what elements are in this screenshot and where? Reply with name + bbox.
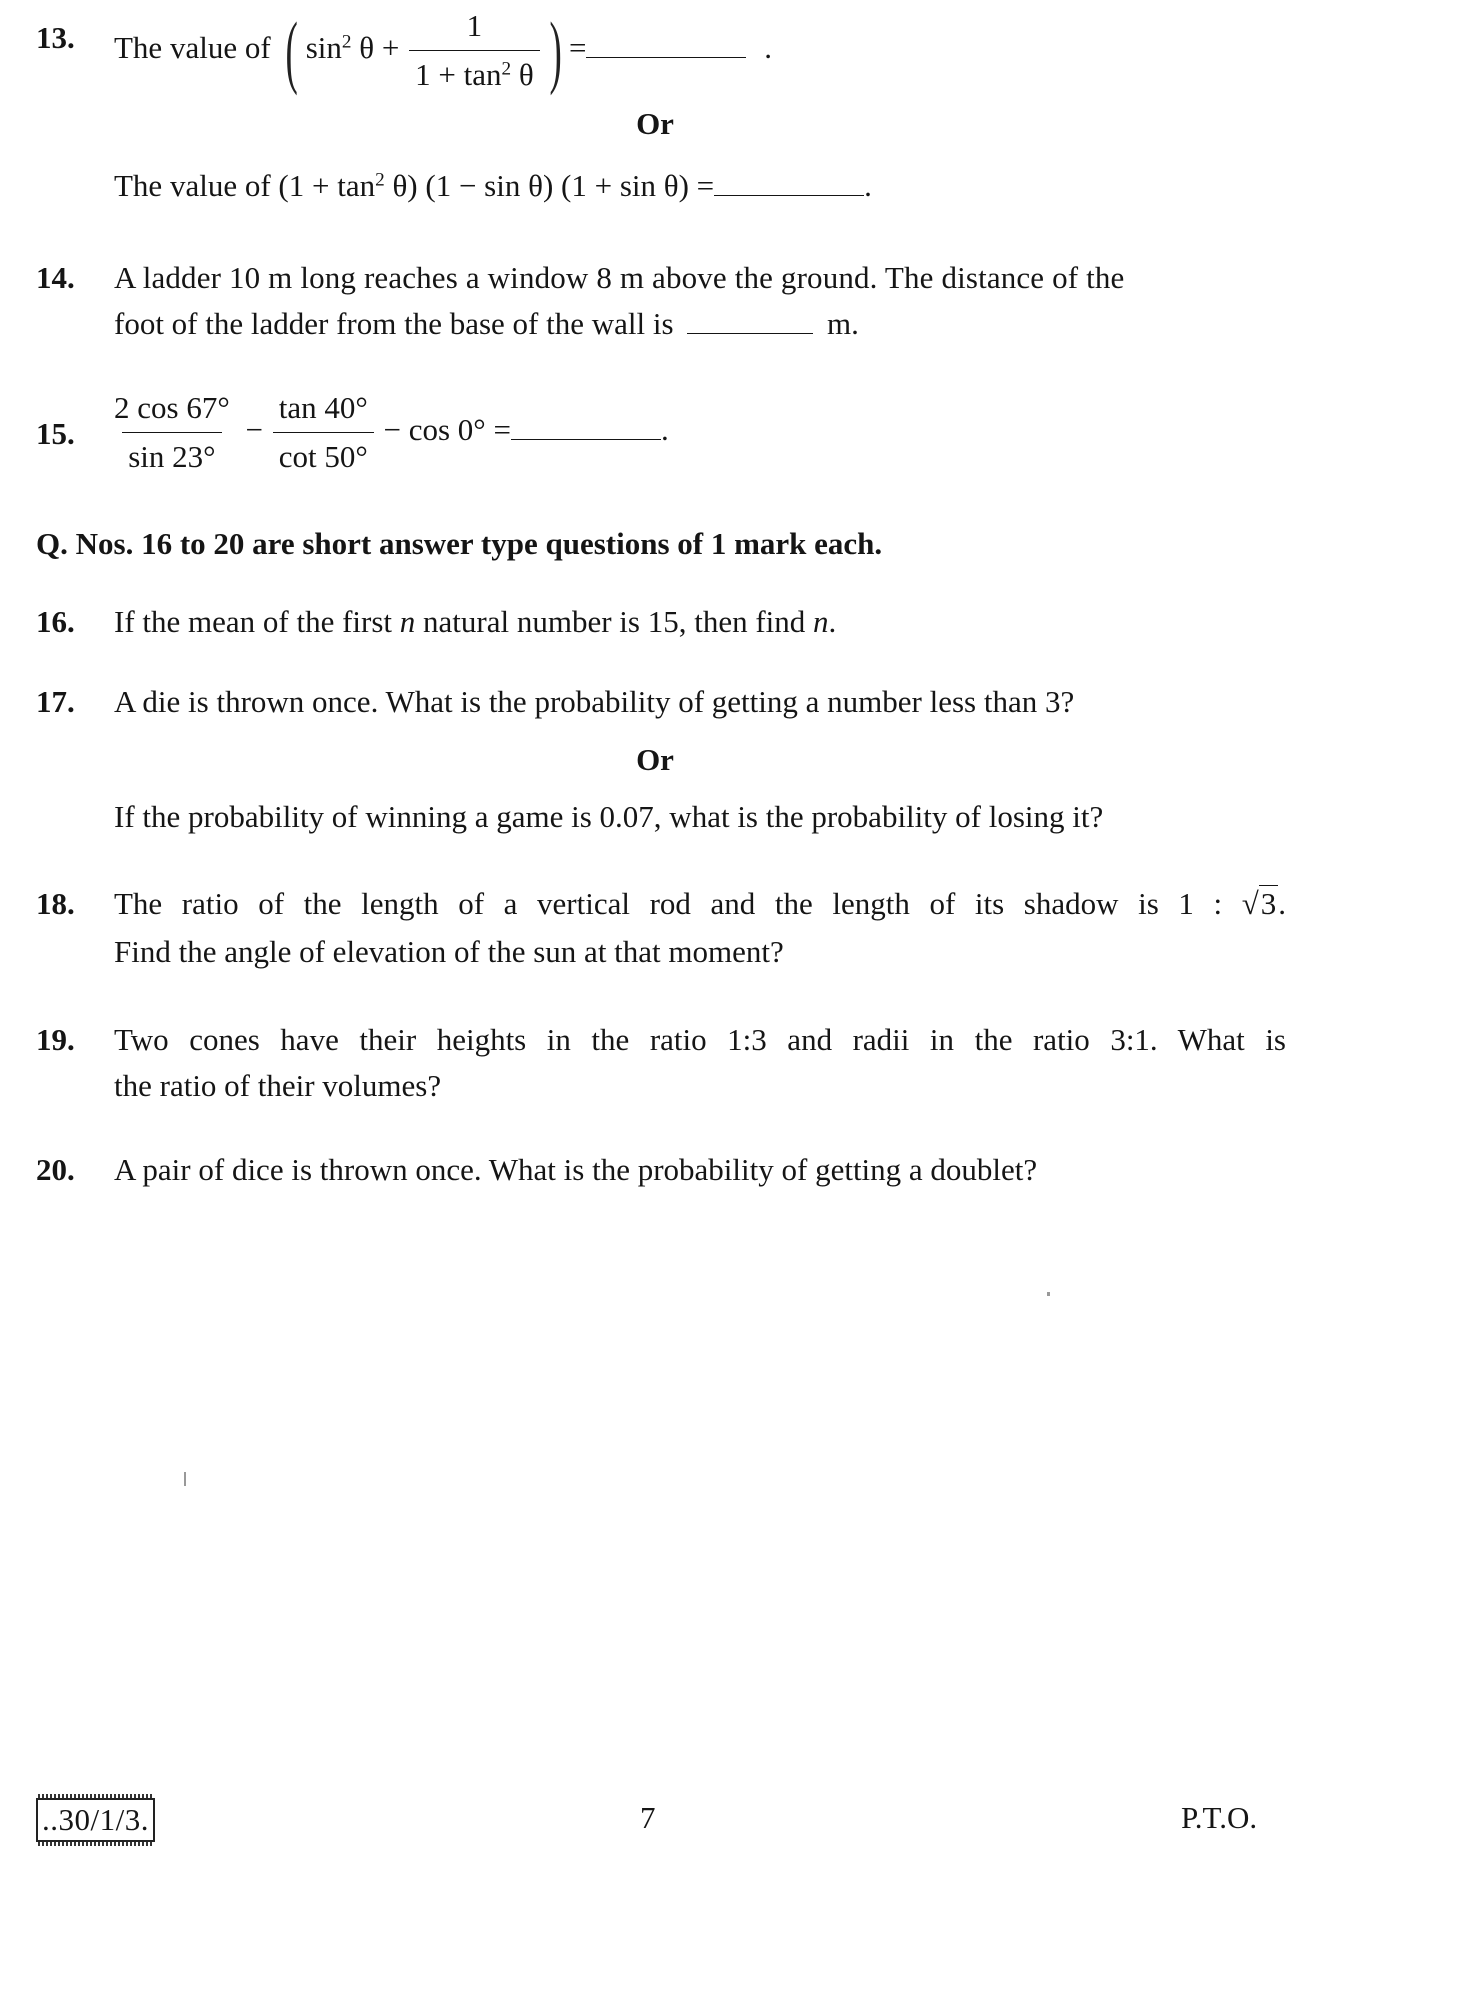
question-text: A die is thrown once. What is the probability of getting a number less than 3?	[114, 684, 1075, 719]
question-number: 20.	[36, 1152, 75, 1187]
scan-speck	[184, 1472, 186, 1486]
question-number: 14.	[36, 260, 75, 295]
variable-n: n	[399, 604, 416, 639]
answer-blank	[714, 195, 864, 196]
period: .	[660, 411, 669, 447]
question-19	[36, 1020, 1286, 1107]
question-text-line-1: A ladder 10 m long reaches a window 8 m above the ground. The distance of the	[114, 260, 1125, 295]
question-text-line-2: the ratio of their volumes?	[114, 1068, 442, 1104]
question-text: The value of	[114, 168, 271, 203]
fraction-1	[108, 388, 236, 478]
question-number: 16.	[36, 604, 75, 639]
question-13	[36, 6, 1286, 96]
expression-tail: − cos 0° =	[383, 411, 511, 447]
answer-blank	[511, 439, 661, 440]
fraction	[409, 6, 540, 96]
question-15	[36, 388, 1286, 478]
left-parenthesis: (	[285, 4, 299, 96]
equals-sign: =	[569, 29, 587, 65]
or-separator: Or	[636, 106, 674, 141]
question-text-line-2: foot of the ladder from the base of the wall is m.	[114, 306, 859, 342]
paper-code: ..30/1/3.	[36, 1798, 155, 1842]
fraction-1-denominator: sin 23°	[122, 432, 221, 477]
period: .	[864, 168, 872, 203]
question-13-alternative	[36, 166, 1286, 206]
question-text: A pair of dice is thrown once. What is the probability of getting a doublet?	[114, 1152, 1038, 1187]
question-number: 19.	[36, 1022, 75, 1057]
section-heading: Q. Nos. 16 to 20 are short answer type questions of 1 mark each.	[36, 526, 883, 561]
variable-n: n	[813, 604, 829, 639]
question-text-line-2: Find the angle of elevation of the sun at that moment?	[114, 934, 784, 970]
question-17-alternative	[36, 797, 1286, 837]
or-separator: Or	[636, 742, 674, 777]
question-17	[36, 682, 1286, 722]
fraction-2-numerator: tan 40°	[278, 390, 368, 425]
question-text: The value of	[114, 29, 271, 65]
sin-term: $\sin^2 \theta$ +	[305, 29, 400, 65]
please-turn-over: P.T.O.	[1181, 1800, 1258, 1835]
question-number: 13.	[36, 20, 75, 55]
scan-speck	[1047, 1292, 1050, 1296]
question-text-line-1: Two cones have their heights in the ratio 1:3 and radii in the ratio 3:1. What is	[114, 1022, 1286, 1057]
question-text-line-1: The ratio of the length of a vertical rod and the length of its shadow is 1 : √3.	[114, 884, 1286, 924]
question-number: 18.	[36, 886, 75, 921]
fraction-2-denominator: cot 50°	[273, 432, 374, 477]
right-parenthesis: )	[549, 4, 562, 96]
question-text: If the probability of winning a game is 0.07, what is the probability of losing it?	[114, 799, 1104, 834]
square-root: √3	[1241, 886, 1277, 921]
expression: $(1 + \tan^2 \theta)$ (1 − sin θ) (1 + sin θ) =	[278, 168, 715, 203]
question-number: 15.	[36, 416, 75, 451]
answer-blank	[586, 57, 746, 58]
question-16: 16. If the mean of the first n natural number is 15, then find n.	[36, 602, 1286, 642]
question-number: 17.	[36, 684, 75, 719]
page-number: 7	[640, 1800, 656, 1835]
minus-sign: −	[245, 411, 263, 447]
fraction-1-numerator: 2 cos 67°	[114, 390, 230, 425]
question-20	[36, 1150, 1286, 1190]
fraction-2	[273, 388, 374, 478]
fraction-numerator: 1	[466, 8, 483, 43]
question-14	[36, 258, 1286, 345]
period: .	[764, 29, 772, 65]
answer-blank	[687, 333, 813, 334]
question-18	[36, 884, 1286, 973]
fraction-denominator: $1 + \tan^2 \theta$	[409, 50, 540, 95]
